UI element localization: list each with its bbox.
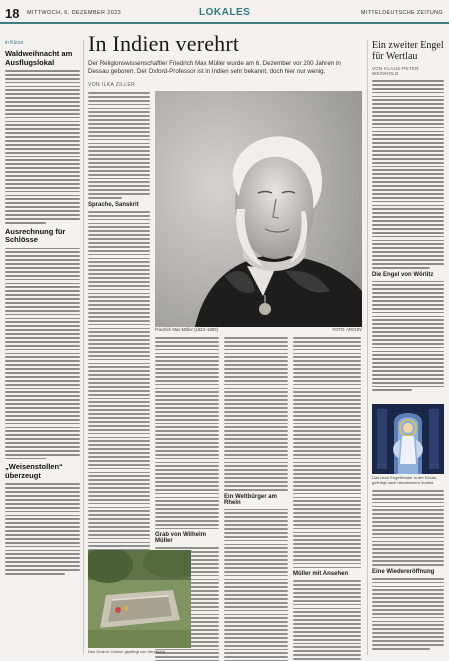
left-kicker: in Kürze (5, 40, 24, 46)
grave-photo (88, 550, 191, 648)
grave-caption: Das Grab in Oxford, gepflegt von Verehrern. (88, 649, 167, 654)
angel-caption: Das neue Engelfenster in der Kirche, gefertigt nach historischem Vorbild. (372, 475, 438, 485)
page-header (0, 0, 449, 24)
angel-window-photo (372, 404, 444, 474)
grave-figure (88, 550, 191, 648)
article-column-3 (224, 337, 288, 661)
right-headline: Ein zweiter Engel für Wertlau (372, 40, 444, 62)
section-title: LOKALES (199, 7, 251, 18)
article-subhead-3: Ein Weltbürger am Rhein (224, 493, 277, 506)
article-subhead-1: Sprache, Sanskrit (88, 201, 139, 208)
portrait-caption-row (155, 327, 362, 332)
article-teaser: Der Religionswissenschaftler Friedrich Max Müller wurde am 6. Dezember vor 200 Jahren in Dessau geboren. Der Oxford-Professor ist in Indien sehr bekannt, doch hier nur wenig. (88, 60, 341, 75)
left-headline-2: Ausrechnung für Schlösse (5, 226, 66, 245)
column-divider (367, 40, 368, 655)
left-body-2 (5, 248, 80, 460)
portrait-photo (155, 91, 362, 327)
portrait-credit: FOTO: ARCHIV (332, 327, 362, 332)
article-headline: In Indien verehrt (88, 31, 240, 56)
left-news-column (5, 40, 80, 640)
right-subhead-1: Die Engel von Wörlitz (372, 271, 434, 278)
portrait-figure (155, 91, 362, 327)
angel-figure (372, 404, 444, 474)
left-headline-1: Waldweihnacht am Ausflugslokal (5, 49, 73, 67)
article-subhead-4: Müller mit Ansehen (293, 571, 349, 578)
page-number: 18 (5, 6, 20, 21)
article-column-1 (88, 92, 150, 588)
left-body-1 (5, 70, 80, 224)
column-divider (83, 40, 84, 655)
article-byline: VON ILKA ZILLER (88, 82, 136, 88)
newspaper-name: MITTELDEUTSCHE ZEITUNG (360, 10, 443, 16)
right-byline: VON KLAUS-PETER WEINHOLD (372, 66, 419, 76)
article-subhead-2: Grab von Wilhelm Müller (155, 532, 206, 545)
left-headline-3: „Weisenstollen“ überzeugt (5, 462, 63, 480)
issue-date: MITTWOCH, 6. DEZEMBER 2023 (27, 10, 122, 16)
right-subhead-2: Eine Wiedereröffnung (372, 568, 435, 575)
portrait-caption: Friedrich Max Müller (1823–1900) (155, 327, 218, 332)
left-body-3 (5, 483, 80, 574)
article-column-4 (293, 337, 361, 661)
right-column-continued (372, 490, 444, 652)
